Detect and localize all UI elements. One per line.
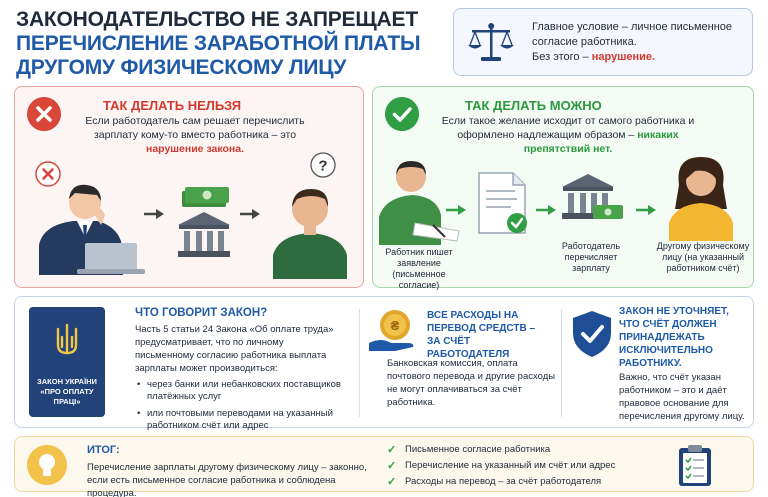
page-title <box>16 8 446 80</box>
arrow-right-icon <box>635 203 657 217</box>
other-person-caption: Другому физическому лицу (на указанный работником счёт) <box>656 241 750 273</box>
checklist-item <box>387 475 657 489</box>
account-text: Важно, что счёт указан работником – это и даёт правовое основание для перечисления другому лицу. <box>619 372 745 422</box>
employer-worried-illustration <box>25 175 147 275</box>
checkmark-icon: ✓ <box>387 476 397 488</box>
allowed-text <box>433 114 703 156</box>
title-line-3: ДРУГОМУ ФИЗИЧЕСКОМУ ЛИЦУ <box>16 56 347 79</box>
checklist-item-label: Расходы на перевод – за счёт работодателя <box>405 476 602 487</box>
condition-sentence: Главное условие – личное письменное согласие работника. <box>532 21 733 48</box>
summary-checklist <box>387 443 657 491</box>
summary-heading: ИТОГ: <box>87 444 120 456</box>
allowed-panel <box>372 86 754 288</box>
law-list-item: • или почтовыми переводами на указанный работником счёт или адрес <box>135 408 345 432</box>
violation-word: нарушение. <box>591 51 656 63</box>
expenses-text: Банковская комиссия, оплата почтового перевода и другие расходы не могут оплачиваться за счёт работника. <box>387 358 556 408</box>
allowed-highlight: никаких препятствий нет. <box>523 129 679 155</box>
law-text: Часть 5 статьи 24 Закона «Об оплате труда» предусматривает, что по личному письменному согласию работника выплата зарплаты может производиться: <box>135 324 334 374</box>
forbidden-text <box>75 114 315 156</box>
svg-text:?: ? <box>318 157 328 175</box>
checkmark-icon: ✓ <box>387 460 397 472</box>
arrow-right-icon <box>535 203 557 217</box>
allowed-sentence: Если такое желание исходит от самого работника и оформлено надлежащим образом – <box>441 115 695 141</box>
document-icon <box>475 171 531 237</box>
arrow-right-icon <box>445 203 467 217</box>
trident-icon <box>54 323 80 357</box>
law-list <box>135 379 345 437</box>
divider <box>359 309 360 417</box>
main-condition-text <box>532 20 747 65</box>
account-heading: ЗАКОН НЕ УТОЧНЯЕТ, ЧТО СЧЁТ ДОЛЖЕН ПРИНАДЛЕЖАТЬ ИСКЛЮЧИТЕЛЬНО РАБОТНИКУ. <box>619 306 729 369</box>
other-person-illustration <box>267 171 353 279</box>
forbidden-sentence: Если работодатель сам решает перечислить зарплату кому-то вместо работника – это <box>85 115 305 141</box>
forbidden-highlight: нарушение закона. <box>146 143 244 155</box>
arrow-right-icon <box>239 207 261 221</box>
checklist-item <box>387 443 657 457</box>
divider <box>561 309 562 417</box>
worker-caption: Работник пишет заявление (письменное согласие) <box>385 247 453 290</box>
forbidden-heading: ТАК ДЕЛАТЬ НЕЛЬЗЯ <box>103 98 242 113</box>
law-heading: ЧТО ГОВОРИТ ЗАКОН? <box>135 307 268 319</box>
checklist-item <box>387 459 657 473</box>
check-icon <box>385 97 419 131</box>
allowed-heading: ТАК ДЕЛАТЬ МОЖНО <box>465 98 602 113</box>
lightbulb-icon <box>27 445 67 485</box>
summary-text: Перечисление зарплаты другому физическому лицу – законно, если есть письменное согласие работника и соблюдена процедура. <box>87 462 367 497</box>
bank-icon <box>175 209 233 259</box>
title-line-2: ПЕРЕЧИСЛЕНИЕ ЗАРАБОТНОЙ ПЛАТЫ <box>16 32 421 55</box>
title-line-1: ЗАКОНОДАТЕЛЬСТВО НЕ ЗАПРЕЩАЕТ <box>16 8 418 31</box>
law-section <box>14 296 754 431</box>
condition-without: Без этого – <box>532 51 589 63</box>
forbidden-panel <box>14 86 364 288</box>
money-icon <box>180 183 230 209</box>
clipboard-icon <box>675 442 715 488</box>
checkmark-icon: ✓ <box>387 444 397 456</box>
bank-with-money-icon <box>559 171 625 229</box>
arrow-right-icon <box>143 207 165 221</box>
scale-of-justice-icon <box>466 21 516 65</box>
coin-hand-icon <box>367 307 421 353</box>
law-book <box>29 307 105 417</box>
law-list-item: • через банки или небанковских поставщиков платёжных услуг <box>135 379 345 403</box>
checklist-item-label: Перечисление на указанный им счёт или адрес <box>405 460 616 471</box>
law-book-label: ЗАКОН УКРАЇНИ «ПРО ОПЛАТУ ПРАЦІ» <box>37 377 97 406</box>
recipient-woman-illustration <box>665 151 737 241</box>
summary-section <box>14 436 754 497</box>
cross-icon <box>27 97 61 131</box>
shield-check-icon <box>571 309 613 359</box>
main-condition-box <box>453 8 753 76</box>
worker-writing-illustration <box>375 153 461 245</box>
svg-text:₴: ₴ <box>390 318 400 333</box>
checklist-item-label: Письменное согласие работника <box>405 444 551 455</box>
expenses-heading: ВСЕ РАСХОДЫ НА ПЕРЕВОД СРЕДСТВ – ЗА СЧЁТ РАБОТОДАТЕЛЯ <box>427 310 536 360</box>
employer-caption: Работодатель перечисляет зарплату <box>561 241 621 273</box>
